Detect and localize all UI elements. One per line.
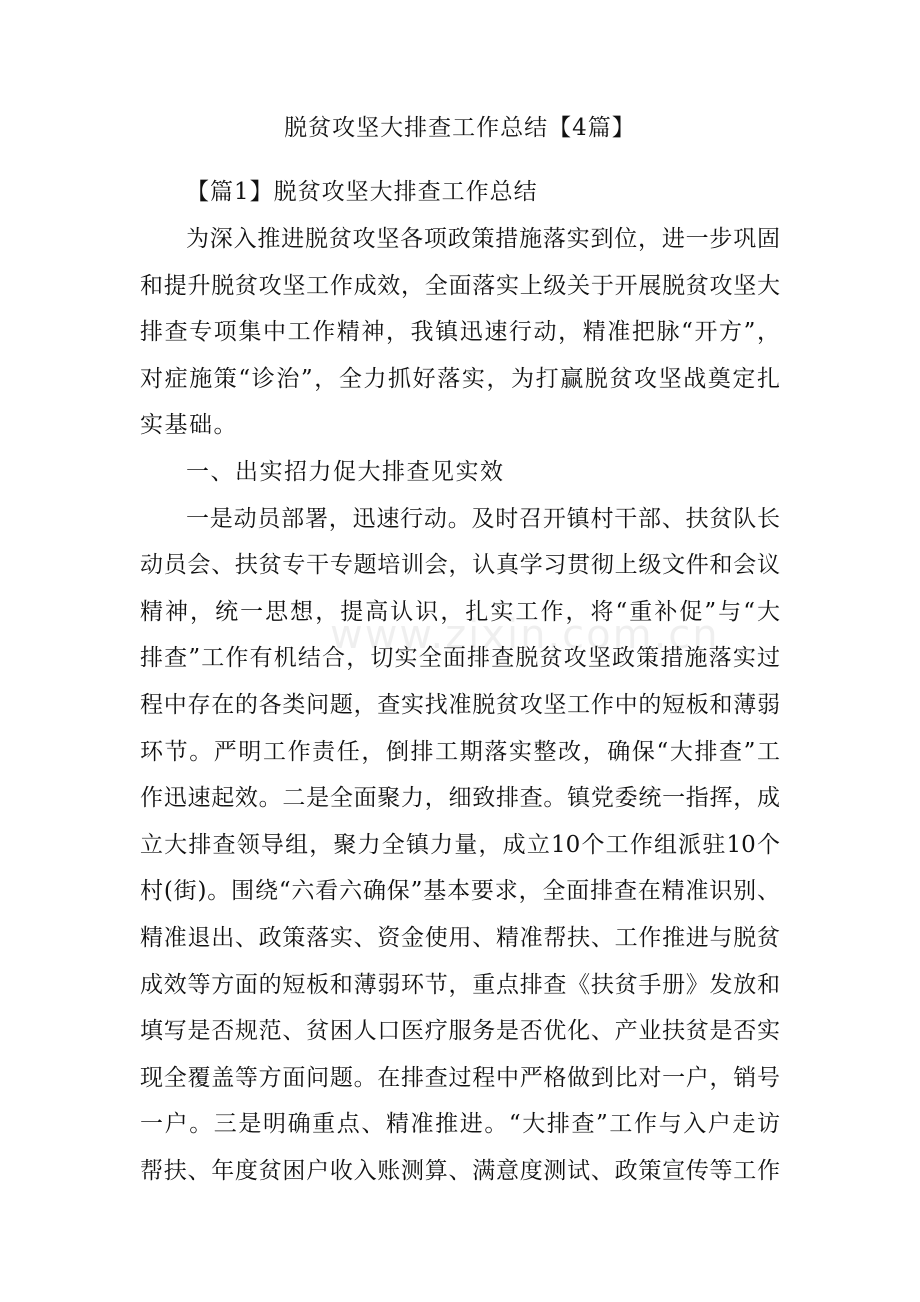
body-line: 排查”工作有机结合，切实全面排查脱贫攻坚政策措施落实过 — [140, 645, 780, 672]
body-line: 为深入推进脱贫攻坚各项政策措施落实到位，进一步巩固 — [186, 226, 780, 252]
watermark: www.zixin.com.cn — [330, 612, 720, 658]
body-line: 作迅速起效。二是全面聚力，细致排查。镇党委统一指挥，成 — [140, 785, 780, 812]
body-line: 动员会、扶贫专干专题培训会，认真学习贯彻上级文件和会议 — [140, 552, 780, 579]
body-line: 一是动员部署，迅速行动。及时召开镇村干部、扶贫队长 — [186, 505, 780, 532]
body-line: 和提升脱贫攻坚工作成效，全面落实上级关于开展脱贫攻坚大 — [140, 272, 780, 299]
document-title: 脱贫攻坚大排查工作总结【4篇】 — [284, 115, 636, 141]
body-line: 环节。严明工作责任，倒排工期落实整改，确保“大排查”工 — [140, 738, 780, 765]
body-line: 村(街)。围绕“六看六确保”基本要求，全面排查在精准识别、 — [140, 878, 780, 905]
body-line: 帮扶、年度贫困户收入账测算、满意度测试、政策宣传等工作 — [140, 1158, 780, 1184]
body-line: 现全覆盖等方面问题。在排查过程中严格做到比对一户，销号 — [140, 1064, 780, 1091]
body-line: 填写是否规范、贫困人口医疗服务是否优化、产业扶贫是否实 — [140, 1018, 780, 1045]
body-line: 一、出实招力促大排查见实效 — [186, 459, 505, 485]
body-line: 立大排查领导组，聚力全镇力量，成立10个工作组派驻10个 — [140, 831, 780, 858]
body-line: 实基础。 — [140, 412, 238, 439]
body-line: 对症施策“诊治”，全力抓好落实，为打赢脱贫攻坚战奠定扎 — [140, 365, 780, 392]
body-line: 程中存在的各类问题，查实找准脱贫攻坚工作中的短板和薄弱 — [140, 692, 780, 718]
section-heading: 【篇1】脱贫攻坚大排查工作总结 — [186, 179, 538, 205]
body-line: 一户。三是明确重点、精准推进。“大排查”工作与入户走访 — [140, 1111, 780, 1138]
body-line: 精神，统一思想，提高认识，扎实工作，将“重补促”与“大 — [140, 598, 780, 625]
body-line: 精准退出、政策落实、资金使用、精准帮扶、工作推进与脱贫 — [140, 925, 780, 951]
body-line: 成效等方面的短板和薄弱环节，重点排查《扶贫手册》发放和 — [140, 971, 780, 998]
body-line: 排查专项集中工作精神，我镇迅速行动，精准把脉“开方”， — [140, 319, 780, 346]
